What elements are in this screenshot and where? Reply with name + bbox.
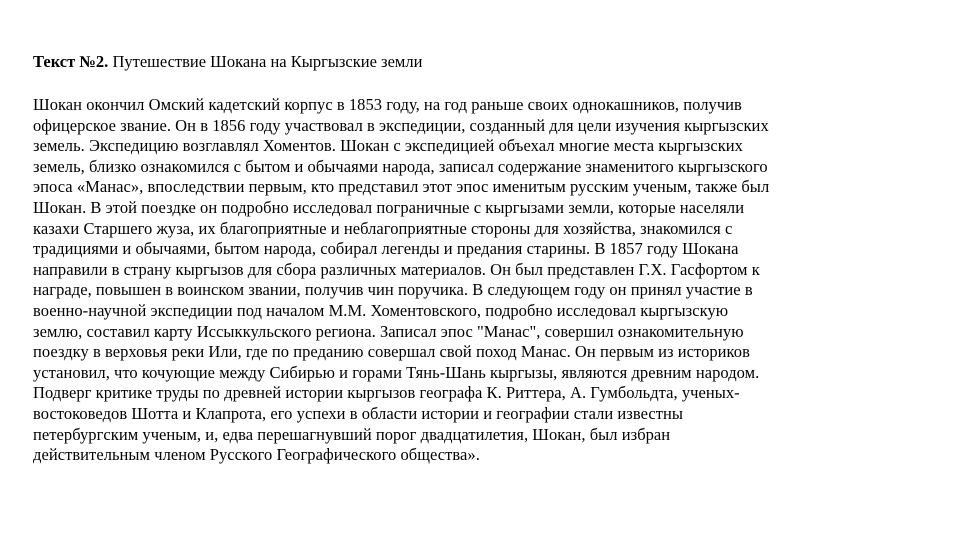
paragraph-line: военно-научной экспедиции под началом М.М. Хоментовского, подробно исследовал кыргызскую xyxy=(33,300,729,320)
paragraph-line: эпоса «Манас», впоследствии первым, кто представил этот эпос именитым русским ученым, также был xyxy=(33,177,770,197)
paragraph-line: казахи Старшего жуза, их благоприятные и неблагоприятные стороны для хозяйства, знакомился с xyxy=(33,218,733,238)
paragraph-line: поездку в верховья реки Или, где по преданию совершал свой поход Манас. Он первым из историков xyxy=(33,342,750,362)
paragraph-line: петербургским ученым, и, едва перешагнувший порог двадцатилетия, Шокан, был избран xyxy=(33,424,671,444)
paragraph-line: Шокан. В этой поездке он подробно исследовал пограничные с кыргызами земли, которые населяли xyxy=(33,197,745,217)
paragraph-line: Подверг критике труды по древней истории кыргызов географа К. Риттера, А. Гумбольдта, ученых- xyxy=(33,383,740,403)
paragraph-line: земель, близко ознакомился с бытом и обычаями народа, записал содержание знаменитого кыргызского xyxy=(33,156,768,176)
paragraph-line: награде, повышен в воинском звании, получив чин поручика. В следующем году он принял участие в xyxy=(33,280,753,300)
paragraph-line: Шокан окончил Омский кадетский корпус в 1853 году, на год раньше своих однокашников, получив xyxy=(33,95,742,114)
paragraph-line: офицерское звание. Он в 1856 году участвовал в экспедиции, созданный для цели изучения кыргызских xyxy=(33,115,769,135)
paragraph-line: установил, что кочующие между Сибирью и горами Тянь-Шань кыргызы, являются древним народом. xyxy=(33,362,760,382)
document-heading xyxy=(33,51,920,73)
heading-title: Путешествие Шокана на Кыргызские земли xyxy=(112,52,423,71)
paragraph-line: традициями и обычаями, бытом народа, собирал легенды и предания старины. В 1857 году Шокана xyxy=(33,239,739,259)
paragraph-line: направили в страну кыргызов для сбора различных материалов. Он был представлен Г.Х. Гасфортом к xyxy=(33,259,760,279)
paragraph-line: востоковедов Шотта и Клапрота, его успехи в области истории и географии стали известны xyxy=(33,403,684,423)
paragraph-line: действительным членом Русского Географического общества». xyxy=(33,445,480,465)
document-body xyxy=(33,95,920,466)
paragraph-line: землю, составил карту Иссыккульского региона. Записал эпос "Манас", совершил ознакомительную xyxy=(33,321,744,341)
paragraph-line: земель. Экспедицию возглавлял Хоментов. Шокан с экспедицией объехал многие места кыргызских xyxy=(33,136,743,156)
heading-number: Текст №2. xyxy=(33,52,109,71)
